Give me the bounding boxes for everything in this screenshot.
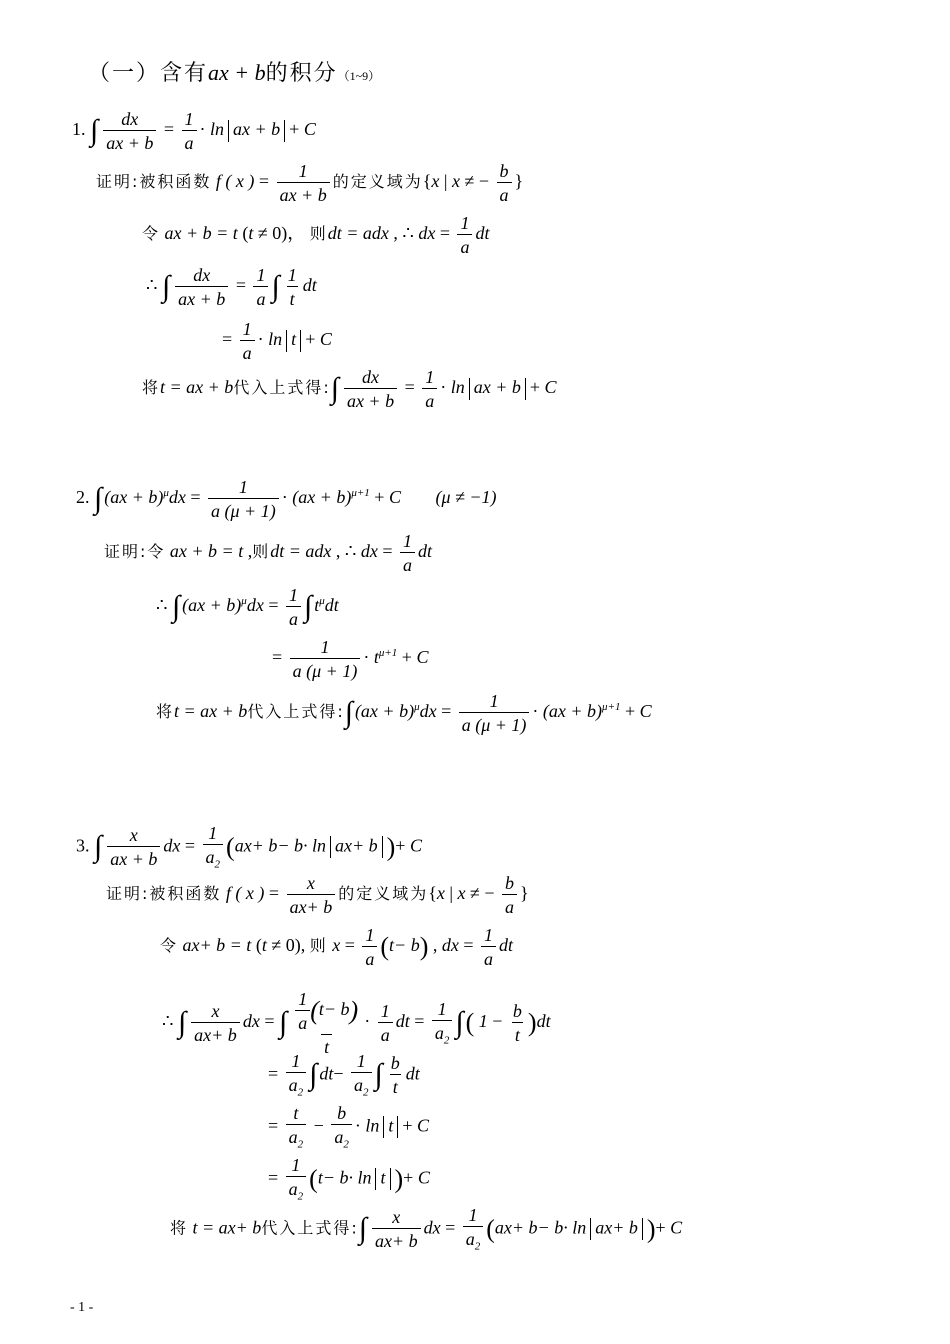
formula-1-label: 1. <box>72 119 86 140</box>
proof-2-step2: = $\frac{1}{a (\mu + 1)}$ · $t^{\mu+1} + C$ <box>272 637 429 681</box>
proof-1-step1: ∴ ∫ $\frac{dx}{ax + b}$ = $\frac{1}{a}$ ∫ $\frac{1}{t}$ dt <box>146 265 317 309</box>
proof-3-step1: ∴ ∫ $\frac{x}{ax+ b}$ dx = ∫ $\frac{1}{a}$ (t− b) t · $\frac{1}{a}$ dt = $\frac{1}{a_2}$ ∫( 1 − $\frac{b}{t}$ )dt <box>162 989 551 1057</box>
proof-1-domain: 证明:被积函数 f ( x ) = $\frac{1}{ax + b}$ 的定义域为{x | x ≠ − $\frac{b}{a}$ } <box>96 161 524 205</box>
formula-3-label: 3. <box>76 835 90 856</box>
proof-2-result: 将t = ax + b代入上式得:∫ (ax + b)$^\mu$dx = $\frac{1}{a (\mu + 1)}$ · (ax + b)$^{\mu+1}$ + C <box>156 691 652 735</box>
proof-2-sub: 证明:令 ax + b = t ,则dt = adx , ∴ dx = $\frac{1}{a}$ dt <box>104 531 432 575</box>
formula-3: 3. ∫ $\frac{x}{ax + b}$ dx = $\frac{1}{a_2}$ (ax+ b− b· ln ax+ b )+ C <box>76 823 422 871</box>
proof-1-step2: = $\frac{1}{a}$ · ln t + C <box>222 319 332 363</box>
formula-1: 1. ∫ $\frac{dx}{ax + b}$ = $\frac{1}{a}$ · ln ax + b + C <box>72 109 316 153</box>
proof-3-domain: 证明:被积函数 f ( x ) = $\frac{x}{ax+ b}$ 的定义域为{x | x ≠ − $\frac{b}{a}$ } <box>106 873 529 917</box>
formula-2-label: 2. <box>76 487 90 508</box>
proof-3-step4: = $\frac{1}{a_2}$ (t− b· ln t )+ C <box>268 1155 430 1203</box>
proof-3-step3: = $\frac{t}{a_2}$ − $\frac{b}{a_2}$ · ln t + C <box>268 1103 430 1151</box>
proof-label: 证明: <box>96 172 140 192</box>
proof-1-sub: 令 ax + b = t (t ≠ 0)， 则dt = adx , ∴ dx = $\frac{1}{a}$ dt <box>142 213 490 257</box>
formula-2: 2. ∫ (ax + b)$^\mu$dx = $\frac{1}{a (\mu + 1)}$ · (ax + b)$^{\mu+1}$ + C (μ ≠ −1) <box>76 477 497 521</box>
heading-math: ax + b <box>208 60 266 85</box>
proof-3-sub: 令 ax+ b = t (t ≠ 0), 则 x = $\frac{1}{a}$ (t− b) , dx = $\frac{1}{a}$ dt <box>160 925 514 969</box>
formula-2-condition: (μ ≠ −1) <box>435 487 497 508</box>
heading-suffix: 的积分 <box>265 61 338 86</box>
proof-2-step1: ∴ ∫ (ax + b)$^\mu$dx = $\frac{1}{a}$ ∫ $t^\mu dt$ <box>156 585 339 629</box>
proof-3-result: 将 t = ax+ b代入上式得:∫ $\frac{x}{ax+ b}$ dx = $\frac{1}{a_2}$ (ax+ b− b· ln ax+ b )+ C <box>170 1205 683 1253</box>
proof-1-result: 将t = ax + b代入上式得:∫ $\frac{dx}{ax + b}$ = $\frac{1}{a}$ · ln ax + b + C <box>142 367 557 411</box>
section-heading <box>88 62 380 85</box>
page-number: - 1 - <box>70 1300 94 1315</box>
proof-3-step2: = $\frac{1}{a_2}$ ∫ dt− $\frac{1}{a_2}$ ∫ $\frac{b}{t}$ dt <box>268 1051 420 1099</box>
heading-prefix: （一）含有 <box>88 61 209 86</box>
heading-range: （1~9） <box>337 69 381 83</box>
